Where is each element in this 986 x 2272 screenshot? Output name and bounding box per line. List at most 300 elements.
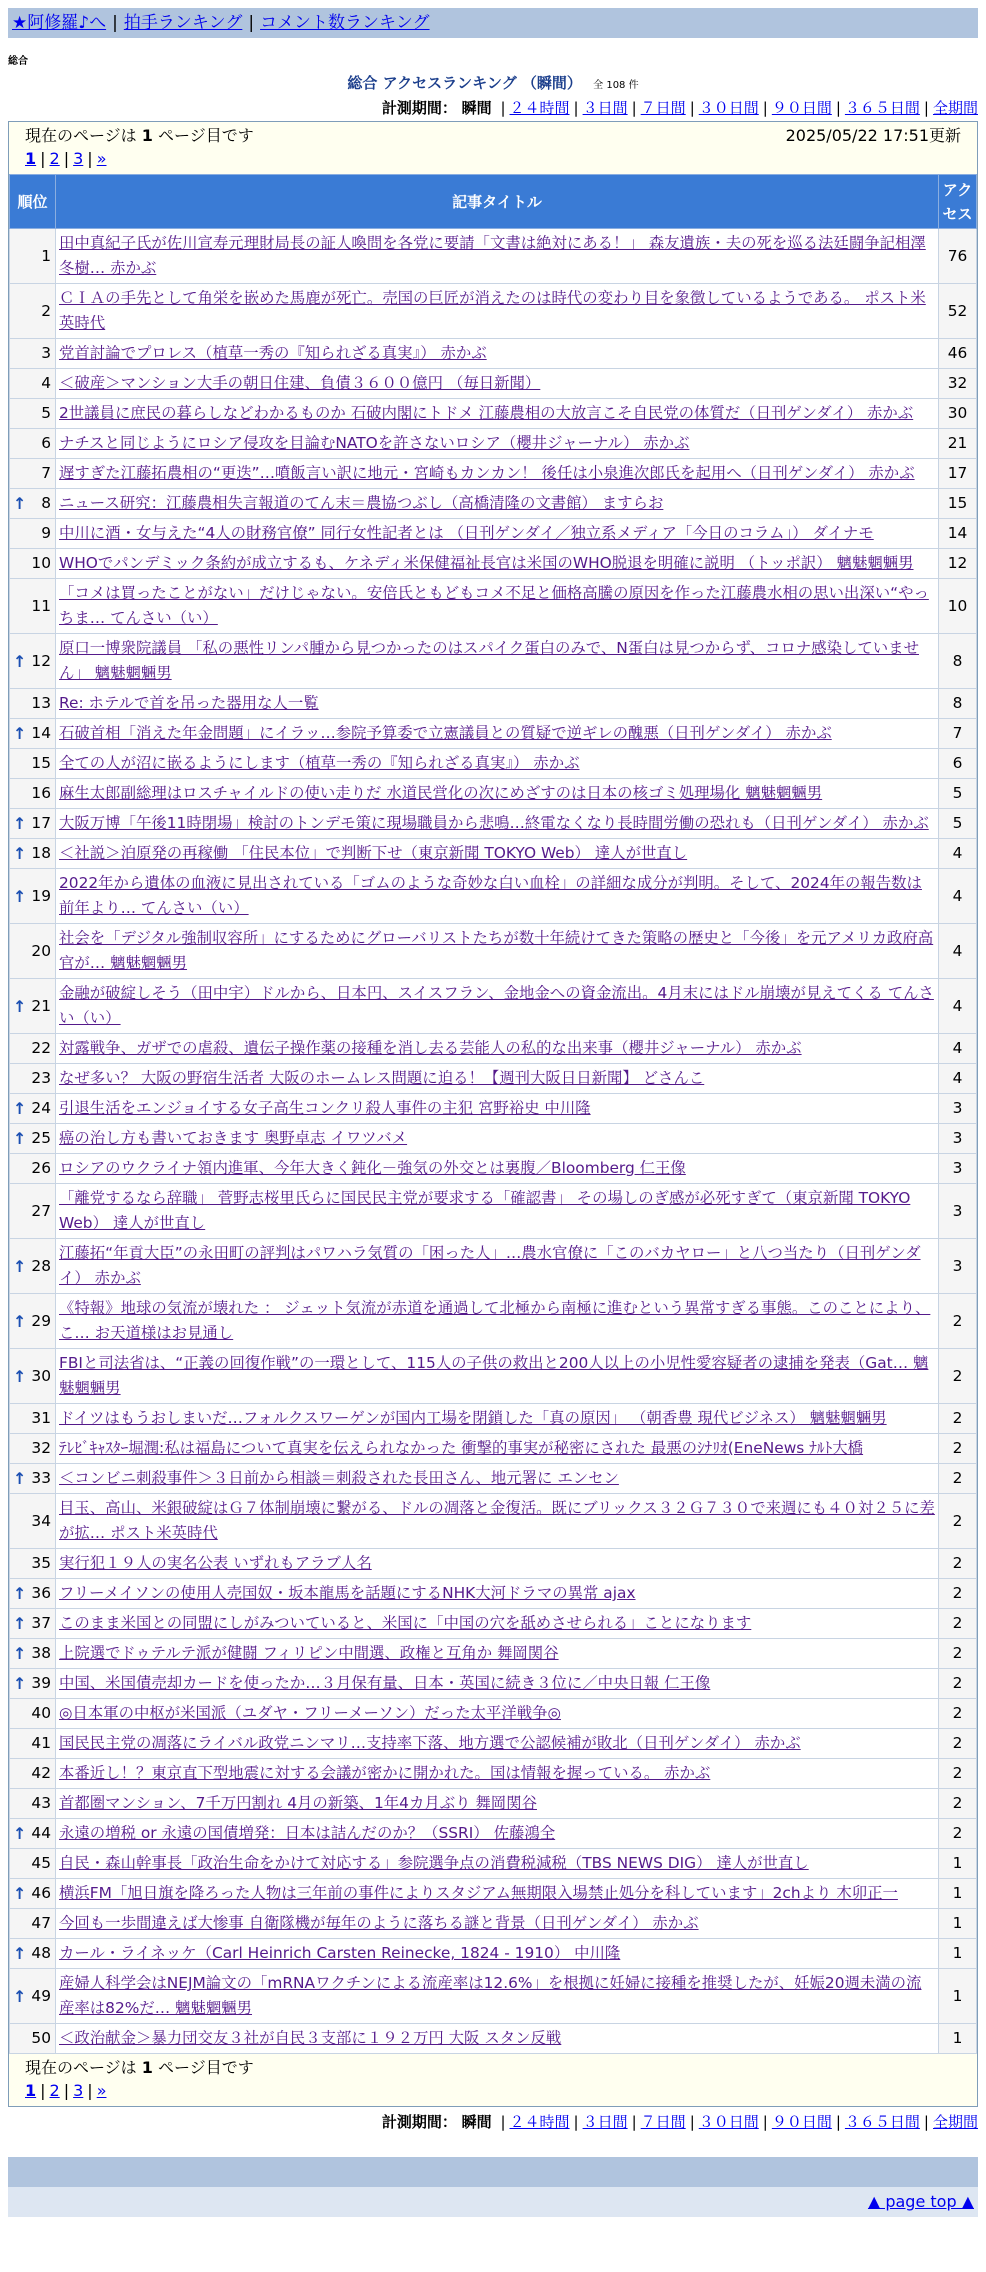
access-count: 1 <box>939 1849 977 1879</box>
table-row <box>10 2024 977 2054</box>
access-count: 2 <box>939 1669 977 1699</box>
total-count: 全 108 件 <box>593 80 639 91</box>
table-row <box>10 1609 977 1639</box>
rank-number: 28 <box>31 1256 51 1275</box>
period-selector-bottom <box>8 2111 978 2133</box>
table-row <box>10 1849 977 1879</box>
article-title-link[interactable]: カール・ライネッケ（Carl Heinrich Carsten Reinecke, 1824 - 1910） 中川隆 <box>59 1944 621 1962</box>
article-title-link[interactable]: 党首討論でプロレス（植草一秀の『知られざる真実』） 赤かぶ <box>59 344 487 362</box>
rank-cell <box>10 369 56 399</box>
period-option-link[interactable]: ２４時間 <box>509 99 570 117</box>
rank-up-arrow-icon: ↑ <box>13 1311 27 1331</box>
access-count: 52 <box>939 284 977 339</box>
updated-time: 2025/05/22 17:51更新 <box>785 126 961 145</box>
access-count: 8 <box>939 689 977 719</box>
rank-number: 26 <box>31 1159 51 1177</box>
article-title-link[interactable]: ドイツはもうおしまいだ…フォルクスワーゲンが国内工場を閉鎖した「真の原因」 （朝香豊 現代ビジネス） 魑魅魍魎男 <box>59 1409 887 1427</box>
rank-up-arrow-icon: ↑ <box>13 1099 27 1118</box>
period-option-link[interactable]: ２４時間 <box>509 2113 570 2131</box>
access-count: 2 <box>939 1639 977 1669</box>
access-count: 3 <box>939 1094 977 1124</box>
rank-cell <box>10 1124 56 1154</box>
title-cell <box>56 369 939 399</box>
period-option-link[interactable]: ７日間 <box>640 2113 686 2131</box>
title-cell <box>56 1699 939 1729</box>
article-title-link[interactable]: 《特報》地球の気流が壊れた ： ジェット気流が赤道を通過して北極から南極に進むという異常すぎる事態。このことにより、こ… お天道様はお見通し <box>59 1299 931 1342</box>
rank-number: 31 <box>31 1409 51 1427</box>
article-title-link[interactable]: 2022年から遺体の血液に見出されている「ゴムのような奇妙な白い血栓」の詳細な成分が判明。そして、2024年の報告数は前年より… てんさい（い） <box>59 874 922 917</box>
rank-number: 16 <box>31 784 51 802</box>
table-row <box>10 1184 977 1239</box>
title-cell <box>56 1239 939 1294</box>
page-link[interactable]: 1 <box>25 2081 37 2100</box>
period-option-link[interactable]: ７日間 <box>640 99 686 117</box>
rank-number: 17 <box>31 814 51 832</box>
title-cell <box>56 779 939 809</box>
article-title-link[interactable]: このまま米国との同盟にしがみついていると、米国に「中国の穴を舐めさせられる」ことになります <box>59 1614 752 1632</box>
article-title-link[interactable]: 産婦人科学会はNEJM論文の「mRNAワクチンによる流産率は12.6%」を根拠に妊婦に接種を推奨したが、妊娠20週未満の流産率は82%だ… 魑魅魍魎男 <box>59 1974 922 2017</box>
article-title-link[interactable]: 今回も一歩間違えば大惨事 自衛隊機が毎年のように落ちる謎と背景（日刊ゲンダイ） 赤かぶ <box>59 1914 699 1932</box>
period-separator: | <box>762 2113 768 2131</box>
article-title-link[interactable]: 中国、米国債売却カードを使ったか…３月保有量、日本・英国に続き３位に／中央日報 仁王像 <box>59 1674 711 1692</box>
title-cell <box>56 1729 939 1759</box>
article-title-link[interactable]: ◎日本軍の中枢が米国派（ユダヤ・フリーメーソン）だった太平洋戦争◎ <box>59 1704 561 1722</box>
article-title-link[interactable]: 「コメは買ったことがない」だけじゃない。安倍氏ともどもコメ不足と価格高騰の原因を作った江藤農水相の思い出深い“やっちま… てんさい（い） <box>59 584 929 627</box>
rank-cell <box>10 924 56 979</box>
article-title-link[interactable]: ナチスと同じようにロシア侵攻を目論むNATOを許さないロシア（櫻井ジャーナル） 赤かぶ <box>59 434 690 452</box>
period-separator: | <box>762 99 768 117</box>
article-title-link[interactable]: ＜破産＞マンション大手の朝日住建、負債３６００億円 （毎日新聞） <box>59 374 541 392</box>
period-option-link[interactable]: ３０日間 <box>698 99 759 117</box>
table-row <box>10 1639 977 1669</box>
nav-link-comment-ranking[interactable]: コメント数ランキング <box>260 13 430 33</box>
table-row <box>10 1759 977 1789</box>
title-cell <box>56 519 939 549</box>
period-option-link[interactable]: ３６５日間 <box>844 2113 920 2131</box>
access-count: 4 <box>939 979 977 1034</box>
article-title-link[interactable]: 石破首相「消えた年金問題」にイラッ…参院予算委で立憲議員との質疑で逆ギレの醜悪（日刊ゲンダイ） 赤かぶ <box>59 724 832 742</box>
rank-number: 24 <box>31 1099 51 1117</box>
rank-up-arrow-icon: ↑ <box>13 814 27 833</box>
article-title-link[interactable]: WHOでパンデミック条約が成立するも、ケネディ米保健福祉長官は米国のWHO脱退を明確に説明 （トッポ訳） 魑魅魍魎男 <box>59 554 914 572</box>
title-cell <box>56 549 939 579</box>
article-title-link[interactable]: 国民民主党の凋落にライバル政党ニンマリ…支持率下落、地方選で公認候補が敗北（日刊ゲンダイ） 赤かぶ <box>59 1734 801 1752</box>
rank-cell <box>10 1759 56 1789</box>
article-title-link[interactable]: FBIと司法省は、“正義の回復作戦”の一環として、115人の子供の救出と200人以上の小児性愛容疑者の逮捕を発表（Gat… 魑魅魍魎男 <box>59 1354 929 1397</box>
rank-cell <box>10 1184 56 1239</box>
title-cell <box>56 1064 939 1094</box>
rank-number: 2 <box>41 301 51 320</box>
rank-cell <box>10 1034 56 1064</box>
title-cell <box>56 1464 939 1494</box>
rank-number: 19 <box>31 886 51 905</box>
article-title-link[interactable]: 引退生活をエンジョイする女子高生コンクリ殺人事件の主犯 宮野裕史 中川隆 <box>59 1099 591 1117</box>
page-separator: | <box>63 2081 70 2100</box>
rank-number: 48 <box>31 1944 51 1962</box>
page-link[interactable]: » <box>96 149 107 168</box>
header-title: 記事タイトル <box>56 175 939 229</box>
rank-cell <box>10 1639 56 1669</box>
rank-cell <box>10 1154 56 1184</box>
rank-cell <box>10 1819 56 1849</box>
title-cell <box>56 1094 939 1124</box>
period-separator: | <box>923 99 929 117</box>
access-count: 5 <box>939 779 977 809</box>
rank-number: 32 <box>31 1439 51 1457</box>
period-separator: | <box>573 99 579 117</box>
period-selector-top <box>8 97 978 119</box>
article-title-link[interactable]: 自民・森山幹事長「政治生命をかけて対応する」参院選争点の消費税減税（TBS NEWS DIG） 達人が世直し <box>59 1854 809 1872</box>
header-rank: 順位 <box>10 175 56 229</box>
rank-up-arrow-icon: ↑ <box>13 1944 27 1963</box>
rank-number: 50 <box>31 2029 51 2047</box>
period-separator: | <box>689 2113 695 2131</box>
rank-cell <box>10 809 56 839</box>
table-row <box>10 339 977 369</box>
article-title-link[interactable]: 原口一博衆院議員 「私の悪性リンパ腫から見つかったのはスパイク蛋白のみで、N蛋白は見つからず、コロナ感染していません」 魑魅魍魎男 <box>59 639 919 682</box>
page-links <box>25 148 961 170</box>
ranking-title: 総合 アクセスランキング （瞬間） <box>347 74 582 92</box>
rank-cell <box>10 1404 56 1434</box>
access-count: 17 <box>939 459 977 489</box>
rank-number: 39 <box>31 1674 51 1692</box>
table-row <box>10 1494 977 1549</box>
article-title-link[interactable]: ＜コンビニ刺殺事件＞３日前から相談＝刺殺された長田さん、地元署に エンセン <box>59 1469 619 1487</box>
table-row <box>10 979 977 1034</box>
period-option-link[interactable]: ９０日間 <box>771 99 832 117</box>
table-row <box>10 369 977 399</box>
rank-up-arrow-icon: ↑ <box>13 1614 27 1633</box>
rank-cell <box>10 519 56 549</box>
title-cell <box>56 1909 939 1939</box>
current-page-text: 現在のページは 1 ページ目です <box>25 2058 254 2077</box>
title-cell <box>56 1184 939 1239</box>
rank-number: 44 <box>31 1824 51 1842</box>
rank-up-arrow-icon: ↑ <box>13 844 27 863</box>
section-label: 総合 <box>8 56 28 67</box>
access-count: 2 <box>939 1729 977 1759</box>
rank-cell <box>10 1879 56 1909</box>
ranking-rows <box>10 229 977 2054</box>
table-row <box>10 1124 977 1154</box>
title-cell <box>56 1349 939 1404</box>
title-cell <box>56 1879 939 1909</box>
title-cell <box>56 924 939 979</box>
article-title-link[interactable]: 横浜FM「旭日旗を降ろった人物は三年前の事件によりスタジアム無期限入場禁止処分を科しています」2chより 木卯正一 <box>59 1884 898 1902</box>
article-title-link[interactable]: 上院選でドゥテルテ派が健闘 フィリピン中間選、政権と互角か 舞岡関谷 <box>59 1644 559 1662</box>
article-title-link[interactable]: ＣＩＡの手先として角栄を嵌めた馬鹿が死亡。売国の巨匠が消えたのは時代の変わり目を象徴しているようである。 ポスト米英時代 <box>59 289 926 332</box>
table-row <box>10 1154 977 1184</box>
title-cell <box>56 1434 939 1464</box>
rank-cell <box>10 779 56 809</box>
rank-up-arrow-icon: ↑ <box>13 724 27 743</box>
article-title-link[interactable]: 遅すぎた江藤拓農相の“更迭”…噴飯言い訳に地元・宮崎もカンカン！ 後任は小泉進次郎氏を起用へ（日刊ゲンダイ） 赤かぶ <box>59 464 915 482</box>
period-option-link[interactable]: 全期間 <box>932 99 978 117</box>
rank-number: 13 <box>31 694 51 712</box>
table-row <box>10 429 977 459</box>
title-cell <box>56 1969 939 2024</box>
title-cell <box>56 1124 939 1154</box>
article-title-link[interactable]: フリーメイソンの使用人売国奴・坂本龍馬を話題にするNHK大河ドラマの異常 ajax <box>59 1584 636 1602</box>
access-count: 12 <box>939 549 977 579</box>
rank-number: 4 <box>41 374 51 392</box>
table-row <box>10 1939 977 1969</box>
rank-up-arrow-icon: ↑ <box>13 1256 27 1276</box>
period-option-link[interactable]: ３日間 <box>582 2113 628 2131</box>
access-count: 32 <box>939 369 977 399</box>
page-link[interactable]: 2 <box>49 149 60 168</box>
article-title-link[interactable]: 首都圏マンション、7千万円割れ 4月の新築、1年4カ月ぶり 舞岡関谷 <box>59 1794 537 1812</box>
access-count: 21 <box>939 429 977 459</box>
rank-cell <box>10 284 56 339</box>
table-row <box>10 1239 977 1294</box>
rank-cell <box>10 1294 56 1349</box>
table-row <box>10 1034 977 1064</box>
rank-number: 15 <box>31 754 51 772</box>
article-title-link[interactable]: なぜ多い？ 大阪の野宿生活者 大阪のホームレス問題に迫る！【週刊大阪日日新聞】 どさんこ <box>59 1069 705 1087</box>
period-option-link[interactable]: ９０日間 <box>771 2113 832 2131</box>
table-row <box>10 839 977 869</box>
access-count: 2 <box>939 1759 977 1789</box>
page-top-bar <box>8 2187 978 2217</box>
period-option-link[interactable]: 全期間 <box>932 2113 978 2131</box>
table-row <box>10 399 977 429</box>
access-count: 2 <box>939 1549 977 1579</box>
period-option-link[interactable]: ３日間 <box>582 99 628 117</box>
rank-cell <box>10 719 56 749</box>
rank-number: 37 <box>31 1614 51 1632</box>
table-row <box>10 1434 977 1464</box>
rank-cell <box>10 1699 56 1729</box>
rank-number: 40 <box>31 1704 51 1722</box>
title-cell <box>56 869 939 924</box>
footer-bar <box>8 2157 978 2187</box>
rank-cell <box>10 634 56 689</box>
period-option-link[interactable]: ３６５日間 <box>844 99 920 117</box>
table-row <box>10 1969 977 2024</box>
period-separator: | <box>631 2113 637 2131</box>
period-current: 瞬間 <box>461 99 492 117</box>
access-count: 4 <box>939 839 977 869</box>
rank-number: 27 <box>31 1201 51 1220</box>
table-row <box>10 779 977 809</box>
page-link[interactable]: 2 <box>49 2081 60 2100</box>
ranking-frame <box>8 121 978 2107</box>
table-row <box>10 1909 977 1939</box>
access-count: 30 <box>939 399 977 429</box>
access-count: 1 <box>939 1969 977 2024</box>
access-count: 10 <box>939 579 977 634</box>
rank-cell <box>10 399 56 429</box>
rank-cell <box>10 1939 56 1969</box>
period-separator: | <box>835 2113 841 2131</box>
access-count: 2 <box>939 1789 977 1819</box>
article-title-link[interactable]: 「離党するなら辞職」 菅野志桜里氏らに国民民主党が要求する「確認書」 その場しのぎ感が必死すぎて（東京新聞 TOKYO Web） 達人が世直し <box>59 1189 911 1232</box>
article-title-link[interactable]: 対露戦争、ガザでの虐殺、遺伝子操作薬の接種を消し去る芸能人の私的な出来事（櫻井ジャーナル） 赤かぶ <box>59 1039 802 1057</box>
page-title <box>8 72 978 93</box>
table-row <box>10 719 977 749</box>
rank-number: 14 <box>31 724 51 742</box>
page-top-link[interactable]: ▲ page top ▲ <box>867 2192 974 2211</box>
rank-number: 43 <box>31 1794 51 1812</box>
title-cell <box>56 1639 939 1669</box>
article-title-link[interactable]: ロシアのウクライナ領内進軍、今年大きく鈍化－強気の外交とは裏腹／Bloomberg 仁王像 <box>59 1159 686 1177</box>
title-cell <box>56 1154 939 1184</box>
article-title-link[interactable]: 永遠の増税 or 永遠の国債増発：日本は詰んだのか？（SSRI） 佐藤鴻全 <box>59 1824 556 1842</box>
title-cell <box>56 749 939 779</box>
rank-number: 49 <box>31 1986 51 2005</box>
access-count: 2 <box>939 1464 977 1494</box>
page-separator: | <box>87 149 93 168</box>
title-cell <box>56 1294 939 1349</box>
table-row <box>10 924 977 979</box>
table-row <box>10 284 977 339</box>
access-count: 5 <box>939 809 977 839</box>
period-separator: | <box>835 99 841 117</box>
rank-cell <box>10 1064 56 1094</box>
table-row <box>10 459 977 489</box>
title-cell <box>56 429 939 459</box>
top-nav-bar <box>8 8 978 38</box>
article-title-link[interactable]: 2世議員に庶民の暮らしなどわかるものか 石破内閣にトドメ 江藤農相の大放言こそ自民党の体質だ（日刊ゲンダイ） 赤かぶ <box>59 404 914 422</box>
article-title-link[interactable]: ＜政治献金＞暴力団交友３社が自民３支部に１９２万円 大阪 スタン反戦 <box>59 2029 562 2047</box>
article-title-link[interactable]: 麻生太郎副総理はロスチャイルドの使い走りだ 水道民営化の次にめざすのは日本の核ゴミ処理場化 魑魅魍魎男 <box>59 784 823 802</box>
article-title-link[interactable]: Re: ホテルで首を吊った器用な人一覧 <box>59 694 319 712</box>
title-cell <box>56 579 939 634</box>
article-title-link[interactable]: 実行犯１９人の実名公表 いずれもアラブ人名 <box>59 1554 372 1572</box>
rank-cell <box>10 1789 56 1819</box>
rank-up-arrow-icon: ↑ <box>13 1644 27 1663</box>
table-row <box>10 1729 977 1759</box>
rank-number: 10 <box>31 554 51 572</box>
rank-cell <box>10 1549 56 1579</box>
period-label: 計測期間： <box>381 2113 457 2131</box>
period-label: 計測期間： <box>381 99 457 117</box>
rank-number: 42 <box>31 1764 51 1782</box>
rank-cell <box>10 1464 56 1494</box>
table-row <box>10 1294 977 1349</box>
period-separator: | <box>500 99 506 117</box>
access-count: 46 <box>939 339 977 369</box>
period-options <box>496 99 978 117</box>
article-title-link[interactable]: 中川に酒・女与えた“4人の財務官僚” 同行女性記者とは （日刊ゲンダイ／独立系メディア「今日のコラム」） ダイナモ <box>59 524 874 542</box>
rank-number: 6 <box>41 434 51 452</box>
article-title-link[interactable]: 目玉、高山、米銀破綻はＧ７体制崩壊に繋がる、ドルの凋落と金復活。既にブリックス３２Ｇ７３０で来週にも４０対２５に差が拡… ポスト米英時代 <box>59 1499 935 1542</box>
article-title-link[interactable]: 全ての人が沼に嵌るようにします（植草一秀の『知られざる真実』） 赤かぶ <box>59 754 580 772</box>
rank-cell <box>10 429 56 459</box>
page-separator: | <box>40 149 46 168</box>
rank-cell <box>10 1094 56 1124</box>
ranking-table <box>9 174 977 2054</box>
rank-number: 36 <box>31 1584 51 1602</box>
title-cell <box>56 1579 939 1609</box>
table-row <box>10 1464 977 1494</box>
rank-cell <box>10 1909 56 1939</box>
article-title-link[interactable]: 社会を「デジタル強制収容所」にするためにグローバリストたちが数十年続けてきた策略の歴史と「今後」を元アメリカ政府高官が… 魑魅魍魎男 <box>59 929 934 972</box>
title-cell <box>56 1819 939 1849</box>
page-links <box>25 2080 961 2102</box>
rank-cell <box>10 1239 56 1294</box>
rank-cell <box>10 1729 56 1759</box>
rank-cell <box>10 749 56 779</box>
current-page-text: 現在のページは 1 ページ目です <box>25 126 254 145</box>
rank-number: 21 <box>31 996 51 1015</box>
article-title-link[interactable]: 大阪万博「午後11時閉場」検討のトンデモ策に現場職員から悲鳴…終電なくなり長時間労働の恐れも（日刊ゲンダイ） 赤かぶ <box>59 814 929 832</box>
rank-cell <box>10 549 56 579</box>
rank-cell <box>10 979 56 1034</box>
rank-cell <box>10 459 56 489</box>
nav-link-clap-ranking[interactable]: 拍手ランキング <box>123 13 243 33</box>
rank-cell <box>10 339 56 369</box>
nav-link-asyura-home[interactable]: ★阿修羅♪へ <box>12 13 107 33</box>
article-title-link[interactable]: ＜社説＞泊原発の再稼働 「住民本位」で判断下せ（東京新聞 TOKYO Web） 達人が世直し <box>59 844 688 862</box>
period-current: 瞬間 <box>461 2113 492 2131</box>
rank-up-arrow-icon: ↑ <box>13 1129 27 1148</box>
pager-bottom <box>9 2054 977 2106</box>
pager-top <box>9 122 977 174</box>
table-row <box>10 1669 977 1699</box>
access-count: 2 <box>939 1434 977 1464</box>
period-separator: | <box>573 2113 579 2131</box>
access-count: 4 <box>939 1064 977 1094</box>
title-cell <box>56 1494 939 1549</box>
table-row <box>10 809 977 839</box>
rank-up-arrow-icon: ↑ <box>13 651 27 671</box>
rank-cell <box>10 869 56 924</box>
article-title-link[interactable]: 金融が破綻しそう（田中宇）ドルから、日本円、スイスフラン、金地金への資金流出。4月末にはドル崩壊が見えてくる てんさい（い） <box>59 984 934 1027</box>
title-cell <box>56 1759 939 1789</box>
article-title-link[interactable]: 本番近し！？東京直下型地震に対する会議が密かに開かれた。国は情報を握っている。 赤かぶ <box>59 1764 711 1782</box>
period-option-link[interactable]: ３０日間 <box>698 2113 759 2131</box>
page-link[interactable]: 3 <box>73 2081 84 2100</box>
table-row <box>10 489 977 519</box>
rank-number: 5 <box>41 404 51 422</box>
article-title-link[interactable]: ニュース研究：江藤農相失言報道のてん末＝農協つぶし（高橋清隆の文書館） ますらお <box>59 494 664 512</box>
rank-up-arrow-icon: ↑ <box>13 1584 27 1603</box>
nav-separator: | <box>248 13 255 33</box>
access-count: 6 <box>939 749 977 779</box>
rank-number: 3 <box>41 344 51 362</box>
rank-number: 33 <box>31 1469 51 1487</box>
rank-number: 45 <box>31 1854 51 1872</box>
page-separator: | <box>63 149 70 168</box>
page-link[interactable]: » <box>96 2081 107 2100</box>
access-count: 76 <box>939 229 977 284</box>
table-row <box>10 1789 977 1819</box>
rank-cell <box>10 579 56 634</box>
rank-cell <box>10 1609 56 1639</box>
table-row <box>10 1819 977 1849</box>
article-title-link[interactable]: 江藤拓“年貢大臣”の永田町の評判はパワハラ気質の「困った人」…農水官僚に「このバカヤロー」と八つ当たり（日刊ゲンダイ） 赤かぶ <box>59 1244 921 1287</box>
page-separator: | <box>40 2081 46 2100</box>
rank-cell <box>10 229 56 284</box>
title-cell <box>56 1404 939 1434</box>
period-separator: | <box>500 2113 506 2131</box>
period-separator: | <box>689 99 695 117</box>
access-count: 3 <box>939 1239 977 1294</box>
article-title-link[interactable]: 田中真紀子氏が佐川宣寿元理財局長の証人喚問を各党に要請「文書は絶対にある！」 森友遺族・夫の死を巡る法廷闘争記相澤冬樹… 赤かぶ <box>59 234 926 277</box>
title-cell <box>56 1669 939 1699</box>
rank-cell <box>10 1849 56 1879</box>
article-title-link[interactable]: 癌の治し方も書いておきます 奥野卓志 イワツバメ <box>59 1129 408 1147</box>
access-count: 2 <box>939 1579 977 1609</box>
page-link[interactable]: 3 <box>73 149 84 168</box>
article-title-link[interactable]: ﾃﾚﾋﾞｷｬｽﾀｰ堀潤:私は福島について真実を伝えられなかった 衝撃的事実が秘密にされた 最悪のｼﾅﾘｵ(EneNews ﾅﾙﾄ大橋 <box>59 1439 864 1457</box>
rank-number: 1 <box>41 246 51 265</box>
page-link[interactable]: 1 <box>25 149 37 168</box>
rank-number: 20 <box>31 941 51 960</box>
rank-cell <box>10 1669 56 1699</box>
